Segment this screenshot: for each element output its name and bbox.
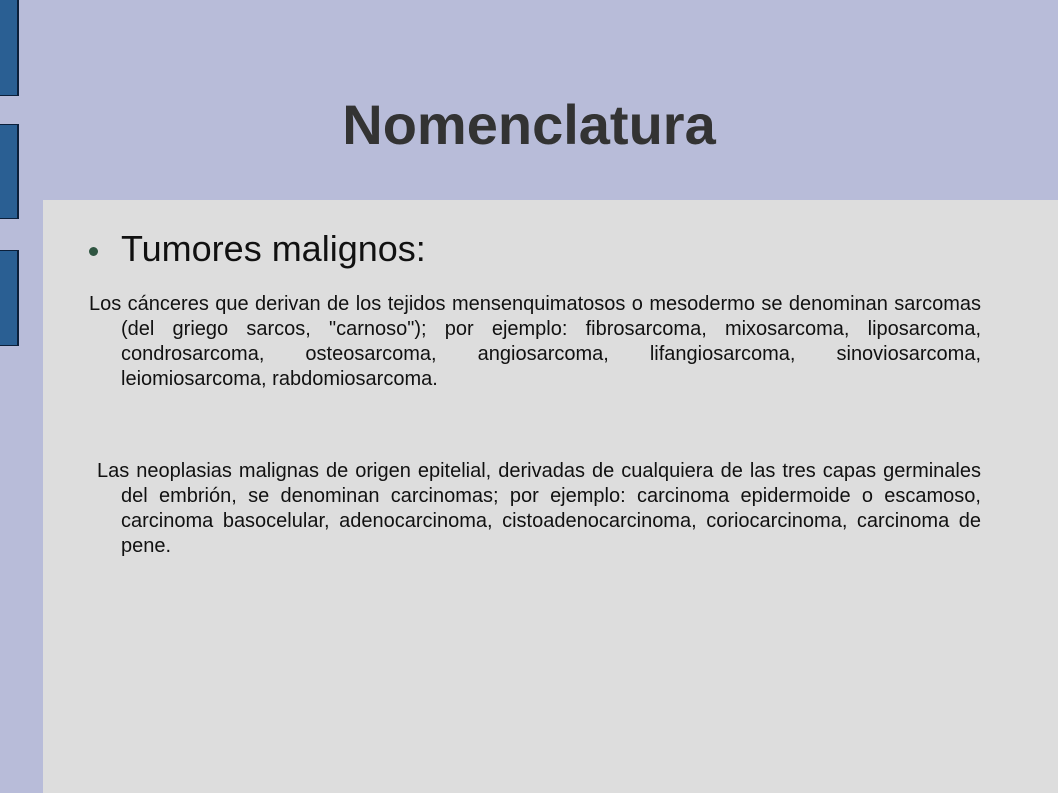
side-bar-top xyxy=(0,0,19,96)
content-panel xyxy=(43,200,1058,793)
bullet-item xyxy=(89,228,426,270)
paragraph-sarcomas: Los cánceres que derivan de los tejidos mensenquimatosos o mesodermo se denominan sarcomas (del griego sarcos, "carnoso"); por ejemplo: fibrosarcoma, mixosarcoma, liposarcoma, condrosarcoma, osteosarcoma, angiosarcoma, lifangiosarcoma, sinoviosarcoma, leiomiosarcoma, rabdomiosarcoma. xyxy=(89,293,981,390)
side-bar-lower xyxy=(0,250,19,346)
bullet-heading: Tumores malignos: xyxy=(121,228,426,269)
paragraph-carcinomas: Las neoplasias malignas de origen epitelial, derivadas de cualquiera de las tres capas germinales del embrión, se denominan carcinomas; por ejemplo: carcinoma epidermoide o escamoso, carcinoma basocelular, adenocarcinoma, cistoadenocarcinoma, coriocarcinoma, carcinoma de pene. xyxy=(97,460,981,557)
bullet-icon xyxy=(89,247,98,256)
page-title: Nomenclatura xyxy=(342,93,716,156)
